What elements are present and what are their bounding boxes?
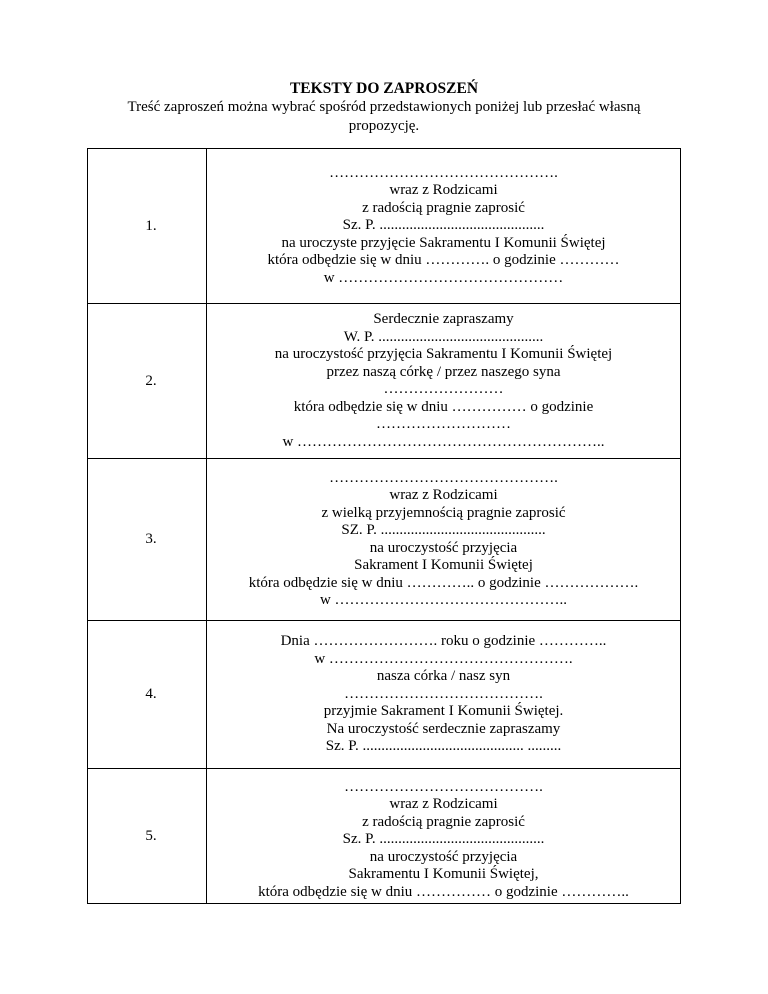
invitation-line: Sakrament I Komunii Świętej	[354, 557, 533, 573]
invitation-line: która odbędzie się w dniu …………… o godzinie	[293, 398, 594, 415]
invitation-row	[88, 459, 681, 621]
page-title: TEKSTY DO ZAPROSZEŃ	[289, 80, 479, 97]
invitation-line: Sz. P. ............................................	[342, 831, 545, 847]
invitation-line: SZ. P. ............................................	[341, 522, 546, 538]
invitation-line: ………………………	[376, 416, 511, 432]
invitation-line: nasza córka / nasz syn	[376, 668, 511, 685]
invitation-number: 1.	[145, 217, 157, 234]
invitation-row	[88, 621, 681, 769]
intro-line: Treść zaproszeń można wybrać spośród przedstawionych poniżej lub przesłać własną	[127, 99, 641, 115]
invitation-line: Sz. P. ............................................	[342, 217, 545, 234]
invitation-row	[88, 304, 681, 459]
invitation-line: wraz z Rodzicami	[389, 796, 498, 812]
intro-line: propozycję.	[348, 118, 420, 134]
invitation-line: która odbędzie się w dniu …………. o godzinie …………	[267, 252, 620, 269]
invitation-number: 5.	[145, 827, 157, 844]
invitation-line: z wielką przyjemnością pragnie zaprosić	[321, 504, 566, 521]
invitation-line: w ………………………………………	[323, 269, 564, 286]
invitation-line: Sakramentu I Komunii Świętej,	[348, 866, 539, 882]
invitation-number-cell	[88, 621, 207, 769]
invitation-row	[88, 149, 681, 304]
invitation-number: 3.	[145, 531, 157, 547]
invitation-line: na uroczystość przyjęcia	[369, 539, 518, 556]
invitation-line: ……………………………………….	[329, 469, 558, 486]
invitation-line: która odbędzie się w dniu ………….. o godzinie ……………….	[248, 574, 639, 591]
invitation-number-cell	[88, 459, 207, 621]
invitation-line: w ……………………………………………………..	[282, 433, 605, 450]
invitation-line: przez naszą córkę / przez naszego syna	[326, 363, 561, 380]
invitation-text-cell	[207, 769, 681, 904]
invitation-texts-table	[87, 148, 681, 904]
invitation-line: w ………………………………………….	[314, 650, 573, 667]
invitation-line: na uroczyste przyjęcie Sakramentu I Komunii Świętej	[281, 234, 606, 251]
invitation-text-cell	[207, 459, 681, 621]
invitation-number-cell	[88, 769, 207, 904]
invitation-line: wraz z Rodzicami	[389, 182, 498, 199]
invitation-line: Na uroczystość serdecznie zapraszamy	[326, 720, 561, 737]
invitation-line: ……………………………………….	[329, 164, 558, 181]
invitation-line: przyjmie Sakrament I Komunii Świętej.	[323, 703, 564, 720]
invitation-line: Sz. P. ........................................... .........	[325, 738, 562, 755]
invitation-text-cell	[207, 304, 681, 459]
invitation-line: na uroczystość przyjęcia Sakramentu I Komunii Świętej	[274, 346, 613, 362]
invitation-line: Serdecznie zapraszamy	[373, 311, 514, 327]
invitation-line: z radością pragnie zaprosić	[362, 813, 525, 830]
invitation-number-cell	[88, 304, 207, 459]
invitation-line: W. P. ............................................	[343, 328, 544, 345]
invitation-line: w ………………………………………..	[319, 592, 568, 608]
invitation-text-cell	[207, 149, 681, 304]
invitation-line: z radością pragnie zaprosić	[362, 199, 525, 216]
invitation-line: która odbędzie się w dniu …………… o godzinie …………..	[258, 883, 629, 900]
invitation-line: ………………………………….	[344, 778, 543, 795]
invitation-text-cell	[207, 621, 681, 769]
invitation-number: 4.	[145, 686, 157, 702]
intro-text	[100, 98, 668, 136]
invitation-line: ………………………………….	[344, 685, 543, 702]
invitation-line: na uroczystość przyjęcia	[369, 848, 518, 865]
invitation-line: wraz z Rodzicami	[389, 487, 498, 503]
invitation-number: 2.	[145, 372, 157, 389]
invitation-row	[88, 769, 681, 904]
invitation-line: ……………………	[383, 381, 504, 397]
invitation-line: Dnia ……………………. roku o godzinie …………..	[280, 633, 607, 650]
invitation-number-cell	[88, 149, 207, 304]
